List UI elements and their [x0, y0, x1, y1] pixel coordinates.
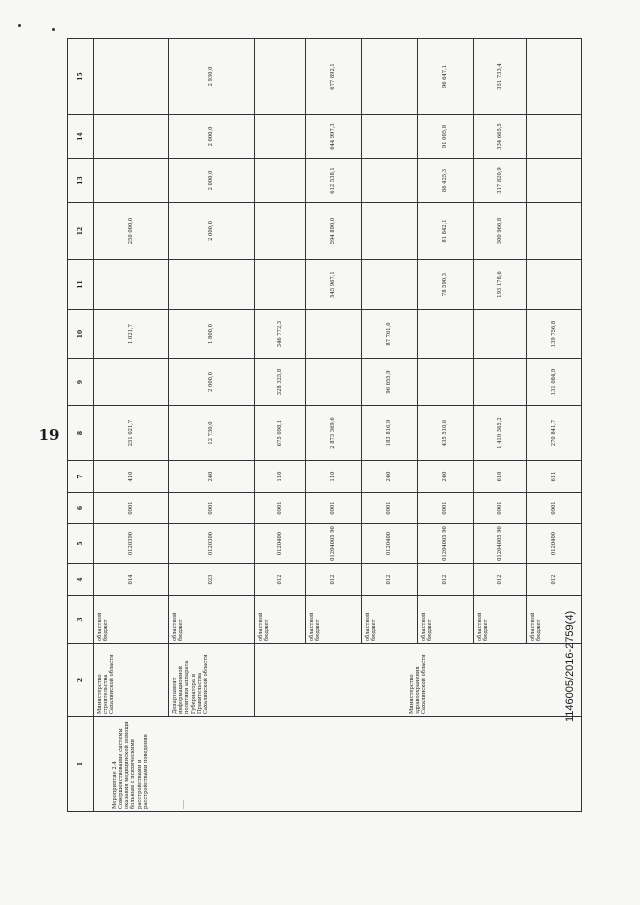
value-cell: 334 665,5: [473, 115, 527, 159]
csr-cell: 01204005 90: [306, 524, 362, 564]
value-cell: 1 410 365,2: [473, 406, 527, 461]
value-cell: 351 733,4: [473, 39, 527, 115]
rz-cell: 0901: [168, 493, 254, 524]
value-cell: 300 966,8: [473, 203, 527, 260]
budget-cell: областной бюджет: [527, 596, 582, 644]
value-cell: [362, 115, 418, 159]
value-cell: [93, 115, 168, 159]
vr-cell: 611: [527, 461, 582, 493]
value-cell: [527, 260, 582, 310]
value-cell: [93, 39, 168, 115]
vr-cell: 410: [93, 461, 168, 493]
value-cell: [306, 359, 362, 406]
grbs-cell: 012: [473, 564, 527, 596]
value-cell: 545 967,1: [306, 260, 362, 310]
csr-cell: 0120400: [254, 524, 306, 564]
grbs-cell: 012: [527, 564, 582, 596]
value-cell: 1 021,7: [93, 310, 168, 359]
value-cell: 328 325,8: [254, 359, 306, 406]
budget-cell: областной бюджет: [93, 596, 168, 644]
value-cell: 131 084,9: [527, 359, 582, 406]
header-row: [68, 39, 94, 812]
value-cell: 317 820,9: [473, 159, 527, 203]
value-cell: 2 873 369,6: [306, 406, 362, 461]
executor-label: Министерство здравоохранения Сахалинской области: [408, 654, 427, 714]
col-header-5: 5: [68, 524, 94, 564]
col-header-9: 9: [68, 359, 94, 406]
value-cell: 2 000,0: [168, 115, 254, 159]
value-cell: [527, 159, 582, 203]
csr-cell: 01204005 90: [417, 524, 473, 564]
value-cell: [362, 260, 418, 310]
budget-cell: областной бюджет: [168, 596, 254, 644]
grbs-cell: 012: [417, 564, 473, 596]
value-cell: 2 930,0: [168, 39, 254, 115]
value-cell: [254, 115, 306, 159]
value-cell: 250 000,0: [93, 203, 168, 260]
value-cell: 644 997,3: [306, 115, 362, 159]
executor-cell: [254, 644, 581, 717]
value-cell: 346 772,3: [254, 310, 306, 359]
col-header-2: 2: [68, 644, 94, 717]
scan-speck: [18, 24, 21, 27]
col-header-4: 4: [68, 564, 94, 596]
vr-cell: 240: [417, 461, 473, 493]
value-cell: 435 510,6: [417, 406, 473, 461]
csr-cell: 0120300: [168, 524, 254, 564]
value-cell: 96 055,9: [362, 359, 418, 406]
vr-cell: 110: [306, 461, 362, 493]
col-header-12: 12: [68, 203, 94, 260]
col-header-6: 6: [68, 493, 94, 524]
value-cell: 193 178,6: [473, 260, 527, 310]
value-cell: 2 000,0: [168, 203, 254, 260]
budget-cell: областной бюджет: [254, 596, 306, 644]
value-cell: 86 425,3: [417, 159, 473, 203]
rz-cell: 0901: [306, 493, 362, 524]
value-cell: [527, 203, 582, 260]
value-cell: [362, 203, 418, 260]
value-cell: 251 021,7: [93, 406, 168, 461]
rz-cell: 0901: [527, 493, 582, 524]
grbs-cell: 012: [362, 564, 418, 596]
executor-cell: Департамент информационной политики аппарата Губернатора и Правительства Сахалинской области: [168, 644, 254, 717]
value-cell: [473, 359, 527, 406]
value-cell: 96 647,1: [417, 39, 473, 115]
rz-cell: 0901: [93, 493, 168, 524]
page-number: 19: [38, 426, 60, 444]
budget-cell: областной бюджет: [306, 596, 362, 644]
col-header-15: 15: [68, 39, 94, 115]
value-cell: 2 000,0: [168, 359, 254, 406]
grbs-cell: 014: [93, 564, 168, 596]
vr-cell: 240: [362, 461, 418, 493]
event-cell: [93, 717, 581, 812]
col-header-13: 13: [68, 159, 94, 203]
value-cell: [254, 203, 306, 260]
value-cell: [306, 310, 362, 359]
rz-cell: 0901: [473, 493, 527, 524]
col-header-10: 10: [68, 310, 94, 359]
value-cell: [254, 260, 306, 310]
value-cell: 139 756,8: [527, 310, 582, 359]
value-cell: [254, 39, 306, 115]
grbs-cell: 012: [254, 564, 306, 596]
event-dash: ___: [177, 800, 185, 809]
value-cell: 612 538,1: [306, 159, 362, 203]
event-label: Мероприятие 2.4 Совершенствование системы оказания медицинской помощи больным с психическими расстройствами и расстройствами поведения: [111, 721, 149, 809]
budget-table-rotated: [67, 39, 582, 812]
budget-cell: областной бюджет: [417, 596, 473, 644]
col-header-3: 3: [68, 596, 94, 644]
col-header-7: 7: [68, 461, 94, 493]
col-header-11: 11: [68, 260, 94, 310]
table-row: [93, 39, 168, 812]
vr-cell: 240: [168, 461, 254, 493]
value-cell: 87 761,0: [362, 310, 418, 359]
value-cell: 270 841,7: [527, 406, 582, 461]
csr-cell: 0120400: [527, 524, 582, 564]
value-cell: 81 842,1: [417, 203, 473, 260]
value-cell: 2 000,0: [168, 159, 254, 203]
col-header-14: 14: [68, 115, 94, 159]
budget-cell: областной бюджет: [473, 596, 527, 644]
value-cell: [93, 159, 168, 203]
grbs-cell: 023: [168, 564, 254, 596]
csr-cell: 0120390: [93, 524, 168, 564]
value-cell: [417, 310, 473, 359]
value-cell: [527, 39, 582, 115]
vr-cell: 610: [473, 461, 527, 493]
value-cell: 91 005,8: [417, 115, 473, 159]
budget-table: [67, 38, 582, 812]
value-cell: [527, 115, 582, 159]
csr-cell: 0120400: [362, 524, 418, 564]
table-row: [168, 39, 254, 812]
value-cell: 78 590,3: [417, 260, 473, 310]
value-cell: 1 800,0: [168, 310, 254, 359]
rz-cell: 0901: [417, 493, 473, 524]
grbs-cell: 012: [306, 564, 362, 596]
col-header-8: 8: [68, 406, 94, 461]
rz-cell: 0901: [362, 493, 418, 524]
table-row: [254, 39, 306, 812]
value-cell: [362, 159, 418, 203]
value-cell: 677 892,1: [306, 39, 362, 115]
scan-speck: [52, 28, 55, 31]
value-cell: 675 098,1: [254, 406, 306, 461]
value-cell: [417, 359, 473, 406]
value-cell: [362, 39, 418, 115]
executor-cell: Министерство строительства Сахалинской области: [93, 644, 168, 717]
value-cell: [93, 260, 168, 310]
value-cell: [254, 159, 306, 203]
value-cell: [168, 260, 254, 310]
csr-cell: 01204005 90: [473, 524, 527, 564]
value-cell: [473, 310, 527, 359]
value-cell: 594 890,0: [306, 203, 362, 260]
value-cell: [93, 359, 168, 406]
vr-cell: 110: [254, 461, 306, 493]
rz-cell: 0901: [254, 493, 306, 524]
document-code: 1146005/2016-2759(4): [564, 610, 576, 722]
col-header-1: 1: [68, 717, 94, 812]
value-cell: 12 730,0: [168, 406, 254, 461]
value-cell: 183 816,9: [362, 406, 418, 461]
budget-cell: областной бюджет: [362, 596, 418, 644]
